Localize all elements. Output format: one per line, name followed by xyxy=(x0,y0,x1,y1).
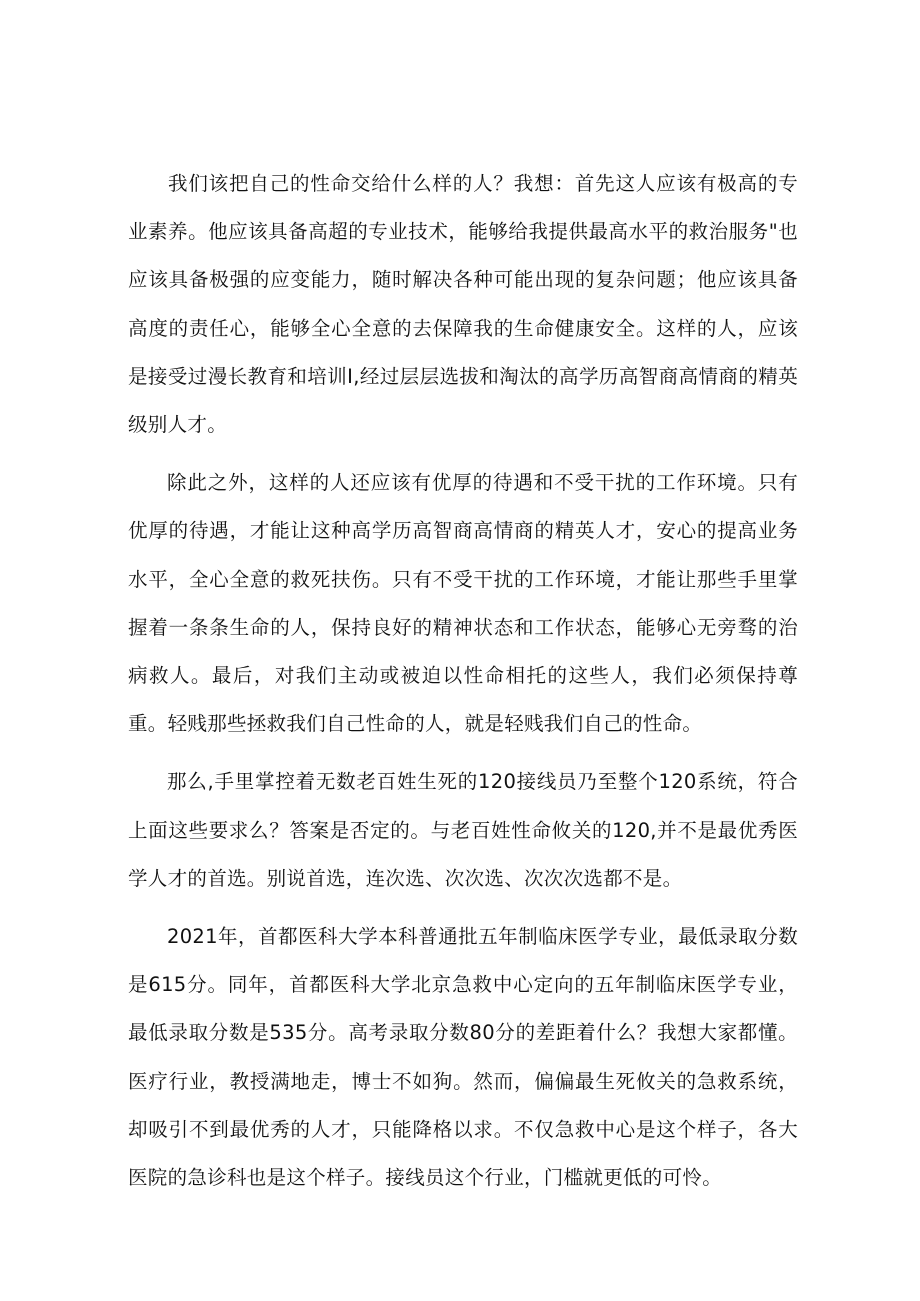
paragraph-2: 除此之外，这样的人还应该有优厚的待遇和不受干扰的工作环境。只有优厚的待遇，才能让这种高学历高智商高情商的精英人才，安心的提高业务水平，全心全意的救死扶伤。只有不受干扰的工作环境，才能让那些手里掌握着一条条生命的人，保持良好的精神状态和工作状态，能够心无旁骛的治病救人。最后，对我们主动或被迫以性命相托的这些人，我们必须保持尊重。轻贱那些拯救我们自己性命的人，就是轻贱我们自己的性命。 xyxy=(128,471,798,736)
paragraph-3: 那么,手里掌控着无数老百姓生死的120接线员乃至整个120系统，符合上面这些要求么？答案是否定的。与老百姓性命攸关的120,并不是最优秀医学人才的首选。别说首选，连次选、次次选、次次次选都不是。 xyxy=(128,770,798,890)
paragraph-4: 2021年，首都医科大学本科普通批五年制临床医学专业，最低录取分数是615分。同年，首都医科大学北京急救中心定向的五年制临床医学专业，最低录取分数是535分。高考录取分数80分的差距着什么？我想大家都懂。医疗行业，教授满地走，博士不如狗。然而，偏偏最生死攸关的急救系统，却吸引不到最优秀的人才，只能降格以求。不仅急救中心是这个样子，各大医院的急诊科也是这个样子。接线员这个行业，门槛就更低的可怜。 xyxy=(128,925,798,1190)
paragraph-1: 我们该把自己的性命交给什么样的人？我想：首先这人应该有极高的专业素养。他应该具备高超的专业技术，能够给我提供最高水平的救治服务"也应该具备极强的应变能力，随时解决各种可能出现的复杂问题；他应该具备高度的责任心，能够全心全意的去保障我的生命健康安全。这样的人，应该是接受过漫长教育和培训I,经过层层选拔和淘汰的高学历高智商高情商的精英级别人才。 xyxy=(128,172,798,437)
article-body xyxy=(128,160,798,1212)
